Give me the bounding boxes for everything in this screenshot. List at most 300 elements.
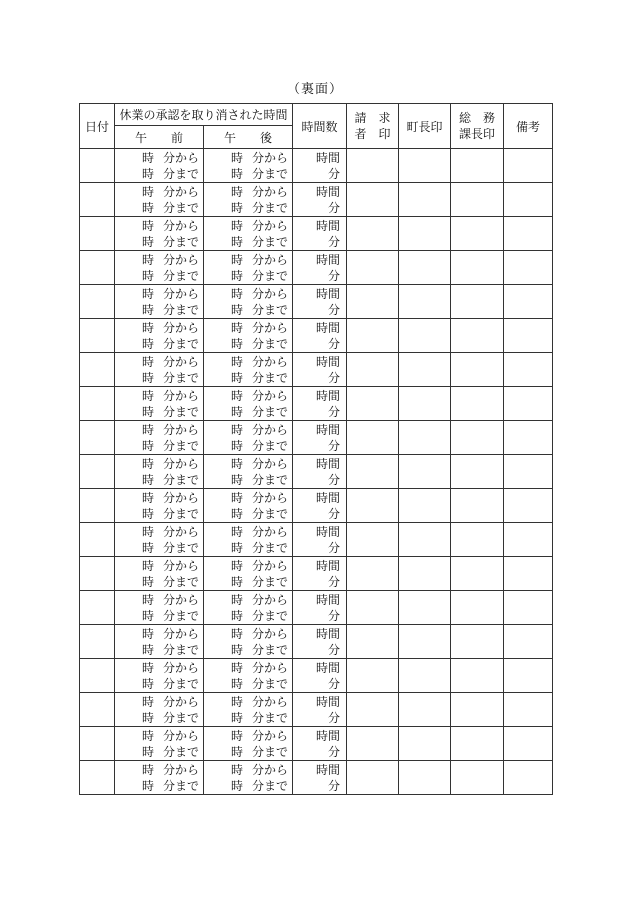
general-affairs-seal-cell[interactable] xyxy=(451,421,504,455)
from-label: 分から xyxy=(252,559,289,573)
hour-label: 時 xyxy=(142,185,155,199)
hours-unit-label: 時間 xyxy=(315,151,340,165)
date-cell[interactable] xyxy=(80,455,115,489)
pm-time-cell[interactable] xyxy=(204,455,293,489)
hour-label: 時 xyxy=(142,745,155,759)
am-time-cell[interactable] xyxy=(115,557,204,591)
am-time-cell[interactable] xyxy=(115,625,204,659)
table-row xyxy=(80,217,553,251)
am-time-cell[interactable] xyxy=(115,319,204,353)
to-label: 分まで xyxy=(163,575,200,589)
to-label: 分まで xyxy=(163,745,200,759)
from-label: 分から xyxy=(252,593,289,607)
hours-cell[interactable] xyxy=(293,489,347,523)
general-affairs-seal-cell[interactable] xyxy=(451,319,504,353)
hour-label: 時 xyxy=(231,677,244,691)
date-cell[interactable] xyxy=(80,761,115,795)
hour-label: 時 xyxy=(231,507,244,521)
from-label: 分から xyxy=(163,593,200,607)
pm-time-cell[interactable] xyxy=(204,659,293,693)
remarks-cell[interactable] xyxy=(504,591,553,625)
am-time-cell[interactable] xyxy=(115,387,204,421)
hour-label: 時 xyxy=(231,439,244,453)
hours-unit-label: 時間 xyxy=(315,729,340,743)
date-cell[interactable] xyxy=(80,693,115,727)
mayor-seal-cell[interactable] xyxy=(399,693,451,727)
hours-cell[interactable] xyxy=(293,557,347,591)
hour-label: 時 xyxy=(142,661,155,675)
general-affairs-seal-cell[interactable] xyxy=(451,217,504,251)
requester-seal-cell[interactable] xyxy=(347,523,399,557)
to-label: 分まで xyxy=(163,405,200,419)
header-cancelled-time: 休業の承認を取り消された時間 xyxy=(115,104,293,126)
pm-time-cell[interactable] xyxy=(204,251,293,285)
hours-cell[interactable] xyxy=(293,285,347,319)
date-cell[interactable] xyxy=(80,217,115,251)
hours-cell[interactable] xyxy=(293,217,347,251)
to-label: 分まで xyxy=(163,337,200,351)
to-label: 分まで xyxy=(252,201,289,215)
hour-label: 時 xyxy=(231,763,244,777)
header-requester-seal xyxy=(347,104,399,149)
hours-unit-label: 時間 xyxy=(315,525,340,539)
from-label: 分から xyxy=(252,729,289,743)
pm-time-cell[interactable] xyxy=(204,183,293,217)
mayor-seal-cell[interactable] xyxy=(399,727,451,761)
from-label: 分から xyxy=(163,491,200,505)
from-label: 分から xyxy=(163,185,200,199)
hour-label: 時 xyxy=(142,473,155,487)
hour-label: 時 xyxy=(142,405,155,419)
from-label: 分から xyxy=(163,457,200,471)
requester-seal-cell[interactable] xyxy=(347,319,399,353)
minutes-unit-label: 分 xyxy=(327,711,340,725)
pm-time-cell[interactable] xyxy=(204,761,293,795)
hour-label: 時 xyxy=(231,219,244,233)
pm-time-cell[interactable] xyxy=(204,149,293,183)
hour-label: 時 xyxy=(142,559,155,573)
to-label: 分まで xyxy=(163,609,200,623)
minutes-unit-label: 分 xyxy=(327,405,340,419)
requester-seal-cell[interactable] xyxy=(347,557,399,591)
requester-seal-cell[interactable] xyxy=(347,625,399,659)
minutes-unit-label: 分 xyxy=(327,269,340,283)
hours-unit-label: 時間 xyxy=(315,491,340,505)
hours-cell[interactable] xyxy=(293,353,347,387)
requester-seal-cell[interactable] xyxy=(347,489,399,523)
from-label: 分から xyxy=(163,695,200,709)
hour-label: 時 xyxy=(142,321,155,335)
hour-label: 時 xyxy=(142,643,155,657)
hour-label: 時 xyxy=(142,371,155,385)
header-date: 日付 xyxy=(80,104,115,149)
to-label: 分まで xyxy=(252,609,289,623)
hour-label: 時 xyxy=(142,151,155,165)
am-time-cell[interactable] xyxy=(115,149,204,183)
hours-unit-label: 時間 xyxy=(315,287,340,301)
cancellation-record-table xyxy=(79,103,553,795)
mayor-seal-cell[interactable] xyxy=(399,523,451,557)
date-cell[interactable] xyxy=(80,489,115,523)
pm-time-cell[interactable] xyxy=(204,625,293,659)
table-row xyxy=(80,557,553,591)
mayor-seal-cell[interactable] xyxy=(399,591,451,625)
hour-label: 時 xyxy=(231,627,244,641)
date-cell[interactable] xyxy=(80,149,115,183)
am-time-cell[interactable] xyxy=(115,727,204,761)
am-time-cell[interactable] xyxy=(115,217,204,251)
header-general-affairs-seal xyxy=(451,104,504,149)
hour-label: 時 xyxy=(142,593,155,607)
am-time-cell[interactable] xyxy=(115,489,204,523)
mayor-seal-cell[interactable] xyxy=(399,285,451,319)
from-label: 分から xyxy=(163,389,200,403)
hours-cell[interactable] xyxy=(293,625,347,659)
table-row xyxy=(80,421,553,455)
minutes-unit-label: 分 xyxy=(327,507,340,521)
to-label: 分まで xyxy=(163,269,200,283)
general-affairs-seal-cell[interactable] xyxy=(451,251,504,285)
mayor-seal-cell[interactable] xyxy=(399,387,451,421)
hours-cell[interactable] xyxy=(293,387,347,421)
hour-label: 時 xyxy=(142,695,155,709)
am-time-cell[interactable] xyxy=(115,761,204,795)
date-cell[interactable] xyxy=(80,659,115,693)
hour-label: 時 xyxy=(231,321,244,335)
hours-unit-label: 時間 xyxy=(315,185,340,199)
mayor-seal-cell[interactable] xyxy=(399,659,451,693)
hour-label: 時 xyxy=(231,423,244,437)
to-label: 分まで xyxy=(163,303,200,317)
mayor-seal-cell[interactable] xyxy=(399,217,451,251)
to-label: 分まで xyxy=(252,269,289,283)
hour-label: 時 xyxy=(231,253,244,267)
minutes-unit-label: 分 xyxy=(327,303,340,317)
hour-label: 時 xyxy=(231,729,244,743)
remarks-cell[interactable] xyxy=(504,319,553,353)
mayor-seal-cell[interactable] xyxy=(399,557,451,591)
am-time-cell[interactable] xyxy=(115,353,204,387)
hour-label: 時 xyxy=(142,423,155,437)
hours-cell[interactable] xyxy=(293,523,347,557)
requester-seal-cell[interactable] xyxy=(347,591,399,625)
to-label: 分まで xyxy=(252,235,289,249)
general-affairs-seal-cell[interactable] xyxy=(451,285,504,319)
requester-seal-cell[interactable] xyxy=(347,217,399,251)
requester-seal-cell[interactable] xyxy=(347,387,399,421)
table-row xyxy=(80,693,553,727)
general-affairs-seal-cell[interactable] xyxy=(451,183,504,217)
hour-label: 時 xyxy=(142,711,155,725)
from-label: 分から xyxy=(252,661,289,675)
to-label: 分まで xyxy=(252,405,289,419)
mayor-seal-cell[interactable] xyxy=(399,319,451,353)
to-label: 分まで xyxy=(252,371,289,385)
hour-label: 時 xyxy=(231,269,244,283)
table-row xyxy=(80,455,553,489)
from-label: 分から xyxy=(252,151,289,165)
date-cell[interactable] xyxy=(80,387,115,421)
to-label: 分まで xyxy=(252,439,289,453)
remarks-cell[interactable] xyxy=(504,183,553,217)
am-time-cell[interactable] xyxy=(115,659,204,693)
general-affairs-seal-cell[interactable] xyxy=(451,761,504,795)
hours-unit-label: 時間 xyxy=(315,457,340,471)
header-am: 午 前 xyxy=(115,126,204,149)
requester-seal-cell[interactable] xyxy=(347,183,399,217)
hour-label: 時 xyxy=(231,287,244,301)
remarks-cell[interactable] xyxy=(504,727,553,761)
to-label: 分まで xyxy=(163,541,200,555)
from-label: 分から xyxy=(252,695,289,709)
hour-label: 時 xyxy=(142,525,155,539)
remarks-cell[interactable] xyxy=(504,421,553,455)
general-affairs-seal-cell[interactable] xyxy=(451,455,504,489)
hour-label: 時 xyxy=(142,507,155,521)
mayor-seal-cell[interactable] xyxy=(399,455,451,489)
mayor-seal-cell[interactable] xyxy=(399,761,451,795)
to-label: 分まで xyxy=(252,643,289,657)
hour-label: 時 xyxy=(142,235,155,249)
hour-label: 時 xyxy=(231,541,244,555)
hours-cell[interactable] xyxy=(293,421,347,455)
hour-label: 時 xyxy=(231,151,244,165)
mayor-seal-cell[interactable] xyxy=(399,421,451,455)
hours-cell[interactable] xyxy=(293,455,347,489)
requester-seal-cell[interactable] xyxy=(347,727,399,761)
general-affairs-seal-cell[interactable] xyxy=(451,353,504,387)
from-label: 分から xyxy=(163,253,200,267)
table-row xyxy=(80,659,553,693)
hours-cell[interactable] xyxy=(293,149,347,183)
to-label: 分まで xyxy=(252,677,289,691)
general-affairs-seal-cell[interactable] xyxy=(451,387,504,421)
requester-seal-cell[interactable] xyxy=(347,149,399,183)
hour-label: 時 xyxy=(142,779,155,793)
to-label: 分まで xyxy=(163,371,200,385)
hours-unit-label: 時間 xyxy=(315,593,340,607)
to-label: 分まで xyxy=(163,643,200,657)
am-time-cell[interactable] xyxy=(115,421,204,455)
remarks-cell[interactable] xyxy=(504,251,553,285)
remarks-cell[interactable] xyxy=(504,761,553,795)
hour-label: 時 xyxy=(142,337,155,351)
hours-cell[interactable] xyxy=(293,251,347,285)
hour-label: 時 xyxy=(231,695,244,709)
mayor-seal-cell[interactable] xyxy=(399,183,451,217)
pm-time-cell[interactable] xyxy=(204,285,293,319)
am-time-cell[interactable] xyxy=(115,183,204,217)
hour-label: 時 xyxy=(231,593,244,607)
general-affairs-seal-cell[interactable] xyxy=(451,557,504,591)
remarks-cell[interactable] xyxy=(504,659,553,693)
table-row xyxy=(80,319,553,353)
hours-unit-label: 時間 xyxy=(315,763,340,777)
remarks-cell[interactable] xyxy=(504,285,553,319)
to-label: 分まで xyxy=(163,235,200,249)
date-cell[interactable] xyxy=(80,557,115,591)
requester-seal-cell[interactable] xyxy=(347,285,399,319)
pm-time-cell[interactable] xyxy=(204,591,293,625)
hour-label: 時 xyxy=(231,185,244,199)
from-label: 分から xyxy=(252,321,289,335)
to-label: 分まで xyxy=(252,711,289,725)
from-label: 分から xyxy=(163,151,200,165)
date-cell[interactable] xyxy=(80,183,115,217)
am-time-cell[interactable] xyxy=(115,693,204,727)
from-label: 分から xyxy=(252,525,289,539)
from-label: 分から xyxy=(252,185,289,199)
hours-cell[interactable] xyxy=(293,319,347,353)
remarks-cell[interactable] xyxy=(504,217,553,251)
table-row xyxy=(80,353,553,387)
remarks-cell[interactable] xyxy=(504,489,553,523)
to-label: 分まで xyxy=(252,541,289,555)
hour-label: 時 xyxy=(231,337,244,351)
pm-time-cell[interactable] xyxy=(204,319,293,353)
hour-label: 時 xyxy=(231,661,244,675)
hour-label: 時 xyxy=(142,677,155,691)
minutes-unit-label: 分 xyxy=(327,439,340,453)
date-cell[interactable] xyxy=(80,285,115,319)
hour-label: 時 xyxy=(231,457,244,471)
minutes-unit-label: 分 xyxy=(327,473,340,487)
hour-label: 時 xyxy=(142,201,155,215)
to-label: 分まで xyxy=(252,303,289,317)
requester-seal-cell[interactable] xyxy=(347,353,399,387)
pm-time-cell[interactable] xyxy=(204,387,293,421)
date-cell[interactable] xyxy=(80,625,115,659)
hours-unit-label: 時間 xyxy=(315,559,340,573)
from-label: 分から xyxy=(163,219,200,233)
pm-time-cell[interactable] xyxy=(204,421,293,455)
table-row xyxy=(80,761,553,795)
remarks-cell[interactable] xyxy=(504,523,553,557)
am-time-cell[interactable] xyxy=(115,251,204,285)
date-cell[interactable] xyxy=(80,523,115,557)
general-affairs-seal-cell[interactable] xyxy=(451,727,504,761)
hour-label: 時 xyxy=(231,609,244,623)
to-label: 分まで xyxy=(163,201,200,215)
general-affairs-seal-cell[interactable] xyxy=(451,489,504,523)
requester-seal-cell[interactable] xyxy=(347,421,399,455)
date-cell[interactable] xyxy=(80,251,115,285)
hours-unit-label: 時間 xyxy=(315,695,340,709)
general-affairs-seal-cell[interactable] xyxy=(451,625,504,659)
date-cell[interactable] xyxy=(80,421,115,455)
hours-unit-label: 時間 xyxy=(315,423,340,437)
hour-label: 時 xyxy=(231,389,244,403)
am-time-cell[interactable] xyxy=(115,523,204,557)
header-requester-line2: 者 印 xyxy=(354,127,391,141)
hours-cell[interactable] xyxy=(293,727,347,761)
hours-cell[interactable] xyxy=(293,693,347,727)
hour-label: 時 xyxy=(231,559,244,573)
minutes-unit-label: 分 xyxy=(327,677,340,691)
from-label: 分から xyxy=(252,491,289,505)
general-affairs-seal-cell[interactable] xyxy=(451,693,504,727)
mayor-seal-cell[interactable] xyxy=(399,149,451,183)
to-label: 分まで xyxy=(163,779,200,793)
hours-unit-label: 時間 xyxy=(315,389,340,403)
pm-time-cell[interactable] xyxy=(204,523,293,557)
mayor-seal-cell[interactable] xyxy=(399,353,451,387)
minutes-unit-label: 分 xyxy=(327,779,340,793)
requester-seal-cell[interactable] xyxy=(347,659,399,693)
am-time-cell[interactable] xyxy=(115,455,204,489)
minutes-unit-label: 分 xyxy=(327,609,340,623)
remarks-cell[interactable] xyxy=(504,455,553,489)
hour-label: 時 xyxy=(231,711,244,725)
general-affairs-seal-cell[interactable] xyxy=(451,659,504,693)
minutes-unit-label: 分 xyxy=(327,575,340,589)
pm-time-cell[interactable] xyxy=(204,353,293,387)
hour-label: 時 xyxy=(142,167,155,181)
from-label: 分から xyxy=(252,389,289,403)
date-cell[interactable] xyxy=(80,591,115,625)
general-affairs-seal-cell[interactable] xyxy=(451,149,504,183)
date-cell[interactable] xyxy=(80,353,115,387)
mayor-seal-cell[interactable] xyxy=(399,489,451,523)
requester-seal-cell[interactable] xyxy=(347,251,399,285)
hours-cell[interactable] xyxy=(293,761,347,795)
from-label: 分から xyxy=(163,559,200,573)
to-label: 分まで xyxy=(163,711,200,725)
hours-cell[interactable] xyxy=(293,591,347,625)
general-affairs-seal-cell[interactable] xyxy=(451,523,504,557)
minutes-unit-label: 分 xyxy=(327,337,340,351)
remarks-cell[interactable] xyxy=(504,693,553,727)
general-affairs-seal-cell[interactable] xyxy=(451,591,504,625)
remarks-cell[interactable] xyxy=(504,625,553,659)
hour-label: 時 xyxy=(142,491,155,505)
date-cell[interactable] xyxy=(80,319,115,353)
pm-time-cell[interactable] xyxy=(204,217,293,251)
pm-time-cell[interactable] xyxy=(204,693,293,727)
requester-seal-cell[interactable] xyxy=(347,455,399,489)
pm-time-cell[interactable] xyxy=(204,489,293,523)
hour-label: 時 xyxy=(142,609,155,623)
pm-time-cell[interactable] xyxy=(204,557,293,591)
pm-time-cell[interactable] xyxy=(204,727,293,761)
table-body xyxy=(80,149,553,795)
date-cell[interactable] xyxy=(80,727,115,761)
remarks-cell[interactable] xyxy=(504,149,553,183)
requester-seal-cell[interactable] xyxy=(347,761,399,795)
to-label: 分まで xyxy=(163,677,200,691)
am-time-cell[interactable] xyxy=(115,285,204,319)
am-time-cell[interactable] xyxy=(115,591,204,625)
mayor-seal-cell[interactable] xyxy=(399,251,451,285)
hours-unit-label: 時間 xyxy=(315,253,340,267)
to-label: 分まで xyxy=(252,779,289,793)
mayor-seal-cell[interactable] xyxy=(399,625,451,659)
remarks-cell[interactable] xyxy=(504,387,553,421)
hours-unit-label: 時間 xyxy=(315,321,340,335)
hour-label: 時 xyxy=(142,457,155,471)
hour-label: 時 xyxy=(231,779,244,793)
hours-cell[interactable] xyxy=(293,659,347,693)
remarks-cell[interactable] xyxy=(504,557,553,591)
from-label: 分から xyxy=(163,661,200,675)
requester-seal-cell[interactable] xyxy=(347,693,399,727)
minutes-unit-label: 分 xyxy=(327,201,340,215)
hours-cell[interactable] xyxy=(293,183,347,217)
hour-label: 時 xyxy=(231,201,244,215)
to-label: 分まで xyxy=(252,473,289,487)
remarks-cell[interactable] xyxy=(504,353,553,387)
from-label: 分から xyxy=(163,729,200,743)
